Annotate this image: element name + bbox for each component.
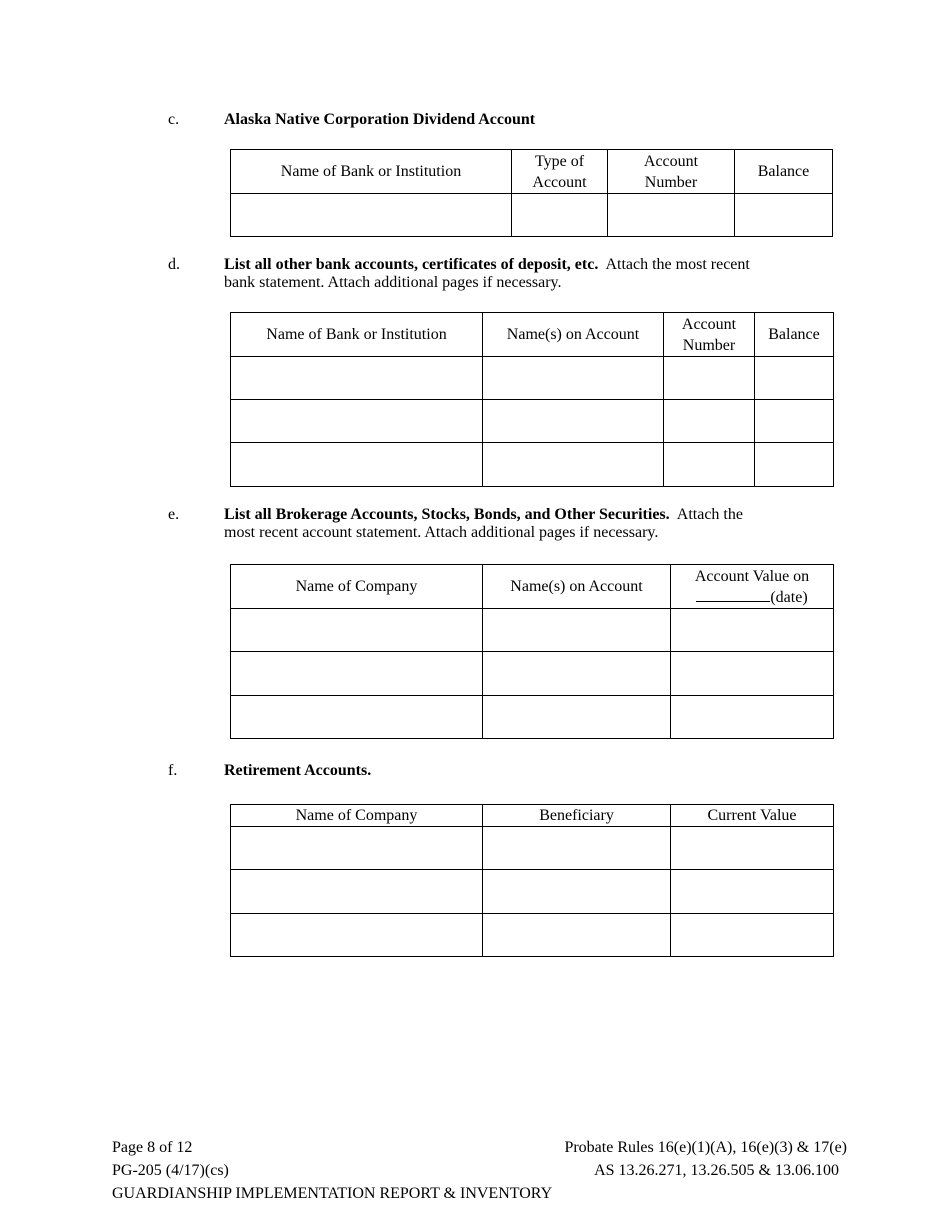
balance-cell[interactable] [755,400,834,443]
section-d-text [224,256,864,292]
table-row [231,443,834,487]
beneficiary-cell[interactable] [483,914,671,957]
account-number-cell[interactable] [664,357,755,400]
header-bank-name: Name of Bank or Institution [231,150,512,194]
header-balance: Balance [755,313,834,357]
section-e-title: List all Brokerage Accounts, Stocks, Bonds, and Other Securities. [224,506,670,523]
current-value-cell[interactable] [671,914,834,957]
company-name-cell[interactable] [231,609,483,652]
header-type-of-account: Type of Account [512,150,608,194]
company-name-cell[interactable] [231,914,483,957]
table-row [231,870,834,914]
names-on-account-cell[interactable] [483,400,664,443]
balance-cell[interactable] [735,194,833,237]
table-header-row [231,565,834,609]
section-c-letter: c. [168,111,180,128]
account-value-cell[interactable] [671,652,834,696]
section-c-title: Alaska Native Corporation Dividend Account [224,111,536,128]
header-company-name: Name of Company [231,565,483,609]
bank-name-cell[interactable] [231,443,483,487]
beneficiary-cell[interactable] [483,827,671,870]
names-on-account-cell[interactable] [483,443,664,487]
section-e-instructions-2: most recent account statement. Attach additional pages if necessary. [224,524,659,541]
header-names-on-account: Name(s) on Account [483,565,671,609]
footer-page-number: Page 8 of 12 [112,1139,193,1156]
section-e-letter: e. [168,506,180,523]
bank-name-cell[interactable] [231,357,483,400]
bank-name-cell[interactable] [231,400,483,443]
footer-probate-rules: Probate Rules 16(e)(1)(A), 16(e)(3) & 17(e) [564,1139,847,1156]
header-account-value: Account Value on (date) [671,565,834,609]
names-on-account-cell[interactable] [483,652,671,696]
current-value-cell[interactable] [671,827,834,870]
current-value-cell[interactable] [671,870,834,914]
footer-statutes: AS 13.26.271, 13.26.505 & 13.06.100 [594,1162,839,1179]
company-name-cell[interactable] [231,652,483,696]
header-current-value: Current Value [671,805,834,827]
table-header-row [231,313,834,357]
section-d-title: List all other bank accounts, certificates of deposit, etc. [224,256,599,273]
retirement-accounts-table [230,804,834,957]
table-row [231,696,834,739]
table-row [231,609,834,652]
names-on-account-cell[interactable] [483,609,671,652]
footer-form-name: GUARDIANSHIP IMPLEMENTATION REPORT & INVENTORY [112,1185,553,1202]
account-value-cell[interactable] [671,696,834,739]
footer-left [112,1136,552,1205]
table-row [231,827,834,870]
header-balance: Balance [735,150,833,194]
names-on-account-cell[interactable] [483,696,671,739]
brokerage-accounts-table [230,564,834,739]
type-of-account-cell[interactable] [512,194,608,237]
names-on-account-cell[interactable] [483,357,664,400]
section-d-instructions-1: Attach the most recent [605,256,750,273]
table-row [231,194,833,237]
footer-right [564,1136,847,1182]
section-e-instructions-1: Attach the [676,506,743,523]
beneficiary-cell[interactable] [483,870,671,914]
header-company-name: Name of Company [231,805,483,827]
header-bank-name: Name of Bank or Institution [231,313,483,357]
balance-cell[interactable] [755,443,834,487]
section-e-text [224,506,864,542]
table-row [231,400,834,443]
account-number-cell[interactable] [608,194,735,237]
company-name-cell[interactable] [231,827,483,870]
account-number-cell[interactable] [664,443,755,487]
header-beneficiary: Beneficiary [483,805,671,827]
account-value-cell[interactable] [671,609,834,652]
table-header-row [231,150,833,194]
table-header-row [231,805,834,827]
section-f-letter: f. [168,762,178,779]
balance-cell[interactable] [755,357,834,400]
company-name-cell[interactable] [231,696,483,739]
bank-name-cell[interactable] [231,194,512,237]
footer-form-code: PG-205 (4/17)(cs) [112,1162,229,1179]
table-row [231,652,834,696]
other-bank-accounts-table [230,312,834,487]
account-number-cell[interactable] [664,400,755,443]
table-row [231,914,834,957]
date-label: (date) [770,588,808,606]
date-blank-line[interactable] [696,587,770,602]
alaska-native-dividend-table [230,149,833,237]
section-f-title: Retirement Accounts. [224,762,372,779]
section-d-instructions-2: bank statement. Attach additional pages if necessary. [224,274,562,291]
company-name-cell[interactable] [231,870,483,914]
table-row [231,357,834,400]
header-account-number: Account Number [664,313,755,357]
header-account-number: Account Number [608,150,735,194]
header-names-on-account: Name(s) on Account [483,313,664,357]
section-d-letter: d. [168,256,180,273]
